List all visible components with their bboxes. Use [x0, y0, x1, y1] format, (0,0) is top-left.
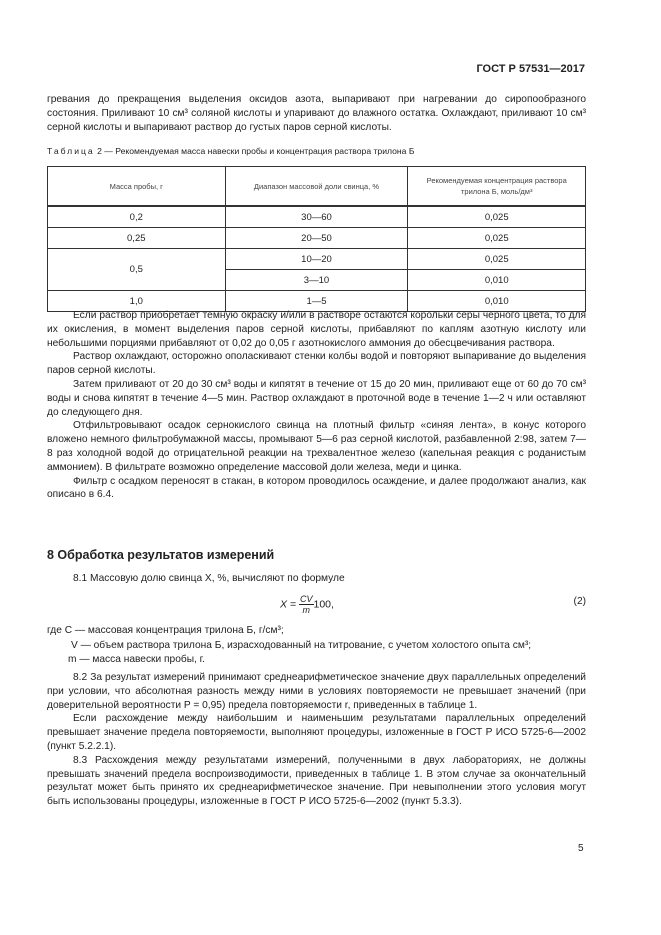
table-row: [48, 206, 586, 228]
definition-c: где C — массовая концентрация трилона Б, г/см³;: [47, 625, 284, 636]
formula-numerator: CV: [299, 594, 313, 604]
conc-cell: 0,025: [408, 206, 586, 228]
formula-lhs: X =: [280, 598, 297, 611]
document-id: ГОСТ Р 57531—2017: [476, 63, 585, 75]
formula: [280, 594, 334, 615]
formula-fraction: [299, 594, 314, 615]
formula-denominator: m: [302, 605, 310, 615]
table-caption-text: 2 — Рекомендуемая масса навески пробы и концентрация раствора трилона Б: [97, 146, 415, 156]
table-caption: [47, 146, 414, 156]
section-8-paragraphs: [0, 671, 586, 809]
recommended-mass-table: [47, 166, 586, 312]
definition-v: V — объем раствора трилона Б, израсходованный на титрование, с учетом холостого опыта см³;: [71, 639, 532, 651]
conc-cell: 0,025: [408, 249, 586, 270]
mass-cell: 0,2: [48, 206, 226, 228]
conc-cell: 0,010: [408, 270, 586, 291]
paragraph: Если раствор приобретает темную окраску и/или в растворе остаются корольки серы черного цвета, то для их окисления, в момент выделения паров серной кислоты, прибавляют по каплям азотную кислоту или небольшими порциями прибавляют от 0,02 до 0,05 г азотнокислого аммония до обесцвечивания раствора.: [47, 310, 586, 349]
column-header: Диапазон массовой доли свинца, %: [225, 167, 408, 207]
paragraph: Раствор охлаждают, осторожно ополаскивают стенки колбы водой и повторяют выпаривание до выделения паров серной кислоты.: [47, 351, 586, 377]
table-caption-word: Таблица: [47, 146, 95, 156]
range-cell: 10—20: [225, 249, 408, 270]
definition-m: m — масса навески пробы, г.: [68, 654, 205, 665]
range-cell: 30—60: [225, 206, 408, 228]
mass-cell: 1,0: [48, 291, 226, 312]
intro-paragraph: гревания до прекращения выделения оксидов азота, выпаривают при нагревании до сиропообразного состояния. Приливают 10 см³ соляной кислоты и упаривают до влажного остатка. Охлаждают, приливают 10 см³ серной кислоты и выпаривают раствор до густых паров серной кислоты.: [47, 94, 586, 133]
paragraph-8-2: 8.2 За результат измерений принимают среднеарифметическое значение двух параллельных определений при условии, что абсолютная разность между ними в условиях повторяемости не превышает значений (при доверительной вероятности P = 0,95) предела повторяемости r, приведенных в таблице 1.: [47, 672, 586, 711]
formula-rhs: 100,: [313, 598, 334, 611]
range-cell: 3—10: [225, 270, 408, 291]
variable-definitions: [47, 624, 531, 668]
mass-cell: 0,5: [48, 249, 226, 291]
table-row: [48, 228, 586, 249]
column-header: Рекомендуемая концентрация раствора трилона Б, моль/дм³: [408, 167, 586, 207]
paragraph: Фильтр с осадком переносят в стакан, в котором проводилось осаждение, и далее продолжают анализ, как описано в 6.4.: [47, 475, 586, 501]
paragraph-8-2-cont: Если расхождение между наибольшим и наименьшим результатами параллельных определений превышает значение предела повторяемости, выполняют процедуры, изложенные в ГОСТ Р ИСО 5725-6—2002 (пункт 5.2.2.1).: [47, 713, 586, 752]
range-cell: 1—5: [225, 291, 408, 312]
paragraph-8-1: 8.1 Массовую долю свинца X, %, вычисляют по формуле: [73, 573, 345, 584]
paragraph: Затем приливают от 20 до 30 см³ воды и кипятят в течение от 15 до 20 мин, приливают еще от 60 до 70 см³ воды и снова кипятят в течение 4—5 мин. Раствор охлаждают в проточной воде в течение 1—2 ч или оставляют до следующего дня.: [47, 378, 586, 418]
conc-cell: 0,025: [408, 228, 586, 249]
column-header: Масса пробы, г: [48, 167, 226, 207]
paragraph-8-3: 8.3 Расхождения между результатами измерений, полученными в двух лабораториях, не должны превышать значений предела воспроизводимости, приведенных в таблице 1. В этом случае за окончательный результат может быть принято их среднеарифметическое значение. При невыполнении этого условия могут быть использованы процедуры, изложенные в ГОСТ Р ИСО 5725-6—2002 (пункт 5.3.3).: [47, 754, 586, 808]
equation-number: (2): [573, 596, 586, 607]
section-heading: 8 Обработка результатов измерений: [47, 548, 275, 562]
paragraph: Отфильтровывают осадок сернокислого свинца на плотный фильтр «синяя лента», в конус которого вложено немного фильтробумажной массы, промывают 5—6 раз серной кислотой, разбавленной 2:98, затем 7—8 раз холодной водой до отрицательной реакции на трехвалентное железо (капельная реакция с роданистым аммонием). В фильтрате возможно определение массовой доли железа, меди и цинка.: [47, 420, 586, 473]
mass-cell: 0,25: [48, 228, 226, 249]
page-number: 5: [578, 843, 584, 854]
conc-cell: 0,010: [408, 291, 586, 312]
range-cell: 20—50: [225, 228, 408, 249]
table-row: [48, 249, 586, 270]
procedure-paragraphs: [0, 309, 586, 502]
